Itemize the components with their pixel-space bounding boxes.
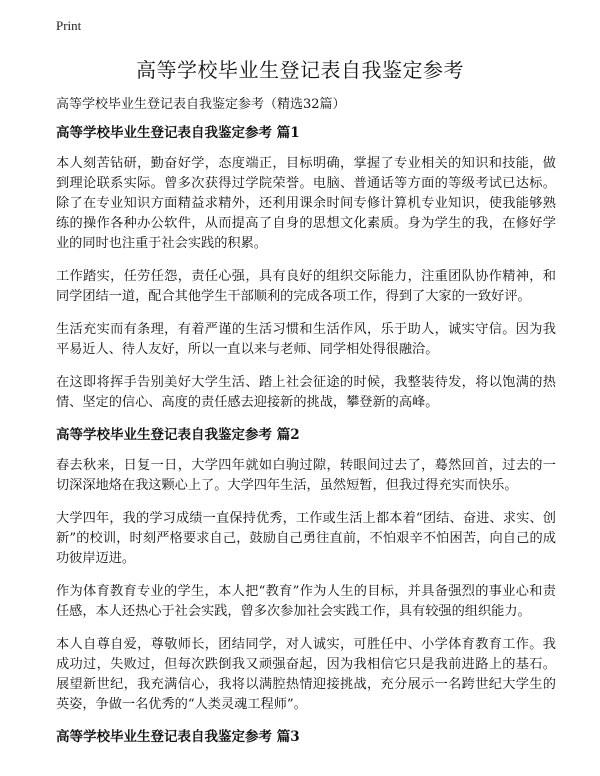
paragraph: 本人自尊自爱，尊敬师长，团结同学，对人诚实，可胜任中、小学体育教育工作。我成功过，失败过，但每次跌倒我又顽强奋起，因为我相信它只是我前进路上的基石。展望新世纪，我充满信心，我将以满腔热情迎接挑战，充分展示一名跨世纪大学生的英姿，争做一名优秀的“人类灵魂工程师”。 (56, 637, 556, 712)
page-title: 高等学校毕业生登记表自我鉴定参考 (136, 58, 464, 82)
paragraph: 春去秋来，日复一日，大学四年就如白驹过隙，转眼间过去了，蓦然回首，过去的一切深深地烙在我这颗心上了。大学四年生活，虽然短暂，但我过得充实而快乐。 (56, 458, 556, 493)
paragraph: 作为体育教育专业的学生，本人把“教育”作为人生的目标，并具备强烈的事业心和责任感，本人还热心于社会实践，曾多次参加社会实践工作，具有较强的组织能力。 (56, 584, 556, 619)
print-link[interactable]: Print (56, 18, 82, 33)
paragraph: 在这即将挥手告别美好大学生活、踏上社会征途的时候，我整装待发，将以饱满的热情、坚定的信心、高度的责任感去迎接新的挑战，攀登新的高峰。 (56, 375, 556, 410)
document-subtitle: 高等学校毕业生登记表自我鉴定参考（精选32篇） (56, 97, 346, 112)
paragraph: 工作踏实，任劳任怨，责任心强，具有良好的组织交际能力，注重团队协作精神，和同学团结一道，配合其他学生干部顺利的完成各项工作，得到了大家的一致好评。 (56, 269, 556, 304)
paragraph: 本人刻苦钻研，勤奋好学，态度端正，目标明确，掌握了专业相关的知识和技能，做到理论联系实际。曾多次获得过学院荣誉。电脑、普通话等方面的等级考试已达标。除了在专业知识方面精益求精外，还利用课余时间专修计算机专业知识，使我能够熟练的操作各种办公软件，从而提高了自身的思想文化素质。身为学生的我，在修好学业的同时也注重于社会实践的积累。 (56, 156, 556, 251)
document-body (56, 124, 556, 758)
paragraph: 生活充实而有条理，有着严谨的生活习惯和生活作风，乐于助人，诚实守信。因为我平易近人、待人友好，所以一直以来与老师、同学相处得很融洽。 (56, 322, 556, 357)
section-heading: 高等学校毕业生登记表自我鉴定参考 篇1 (56, 125, 300, 141)
paragraph: 大学四年，我的学习成绩一直保持优秀，工作或生活上都本着“团结、奋进、求实、创新”的校训，时刻严格要求自己，鼓励自己勇往直前，不怕艰辛不怕困苦，向自己的成功彼岸迈进。 (56, 511, 556, 566)
section-1 (56, 124, 556, 413)
section-heading: 高等学校毕业生登记表自我鉴定参考 篇2 (56, 427, 300, 443)
section-2 (56, 426, 556, 715)
section-heading: 高等学校毕业生登记表自我鉴定参考 篇3 (56, 729, 300, 745)
section-3 (56, 728, 556, 746)
